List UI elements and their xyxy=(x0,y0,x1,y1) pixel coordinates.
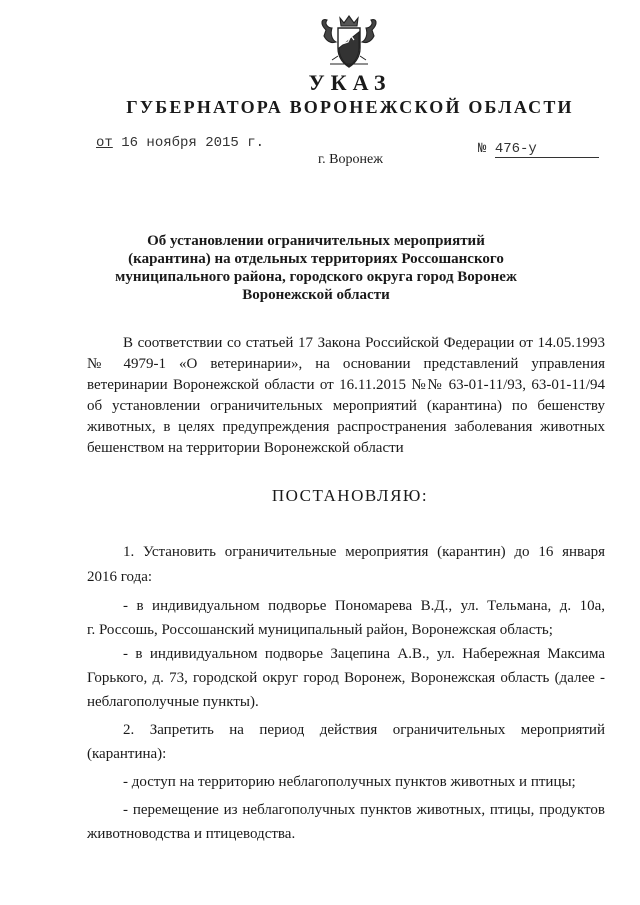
item-line: - в индивидуальном подворье Пономарева В.Д., ул. Тельмана, д. 10а, xyxy=(123,598,605,614)
document-title xyxy=(100,232,532,304)
coat-of-arms-icon xyxy=(318,14,380,70)
item-line: - в индивидуальном подворье Зацепина А.В., ул. Набережная Максима xyxy=(123,646,605,662)
item-line: 1. Установить ограничительные мероприятия (карантин) до 16 января xyxy=(123,544,605,560)
title-line: муниципального района, городского округа город Воронеж xyxy=(115,269,517,285)
document-type: УКАЗ xyxy=(308,70,392,95)
item-line: 2016 года: xyxy=(87,569,153,585)
date-prefix: от xyxy=(96,135,113,151)
item-line: Горького, д. 73, городской округ город Воронеж, Воронежская область (далее - xyxy=(87,670,605,686)
item-line: животноводства и птицеводства. xyxy=(87,826,296,842)
item-line: (карантина): xyxy=(87,746,167,762)
date-value: 16 ноября 2015 г. xyxy=(121,135,265,151)
number-prefix: № xyxy=(478,141,487,157)
preamble-line: бешенством на территории Воронежской области xyxy=(87,440,404,456)
title-line: Об установлении ограничительных мероприятий xyxy=(147,233,485,249)
preamble-line: об установлении ограничительных мероприятий (карантина) по бешенству xyxy=(87,398,605,414)
item-line: - перемещение из неблагополучных пунктов животных, птицы, продуктов xyxy=(123,802,605,818)
preamble-line: В соответствии со статьей 17 Закона Российской Федерации от 14.05.1993 xyxy=(123,335,605,351)
preamble-line: животных, в целях предупреждения распространения заболевания животных xyxy=(87,419,605,435)
document-date xyxy=(96,135,264,151)
title-line: (карантина) на отдельных территориях Россошанского xyxy=(128,251,504,267)
issuer: ГУБЕРНАТОРА ВОРОНЕЖСКОЙ ОБЛАСТИ xyxy=(126,97,574,117)
item-line: неблагополучные пункты). xyxy=(87,694,259,710)
item-line: - доступ на территорию неблагополучных пунктов животных и птицы; xyxy=(123,774,576,790)
preamble xyxy=(87,333,605,459)
preamble-line: № 4979-1 «О ветеринарии», на основании представлений управления xyxy=(87,356,605,372)
document-number xyxy=(478,141,599,158)
preamble-line: ветеринарии Воронежской области от 16.11.2015 №№ 63-01-11/93, 63-01-11/94 xyxy=(87,377,605,393)
decree-word: ПОСТАНОВЛЯЮ: xyxy=(271,486,429,505)
item-line: г. Россошь, Россошанский муниципальный район, Воронежская область; xyxy=(87,622,553,638)
number-value: 476-у xyxy=(495,141,599,158)
item-line: 2. Запретить на период действия ограничительных мероприятий xyxy=(123,722,605,738)
title-line: Воронежской области xyxy=(242,287,390,303)
city: г. Воронеж xyxy=(318,152,383,167)
